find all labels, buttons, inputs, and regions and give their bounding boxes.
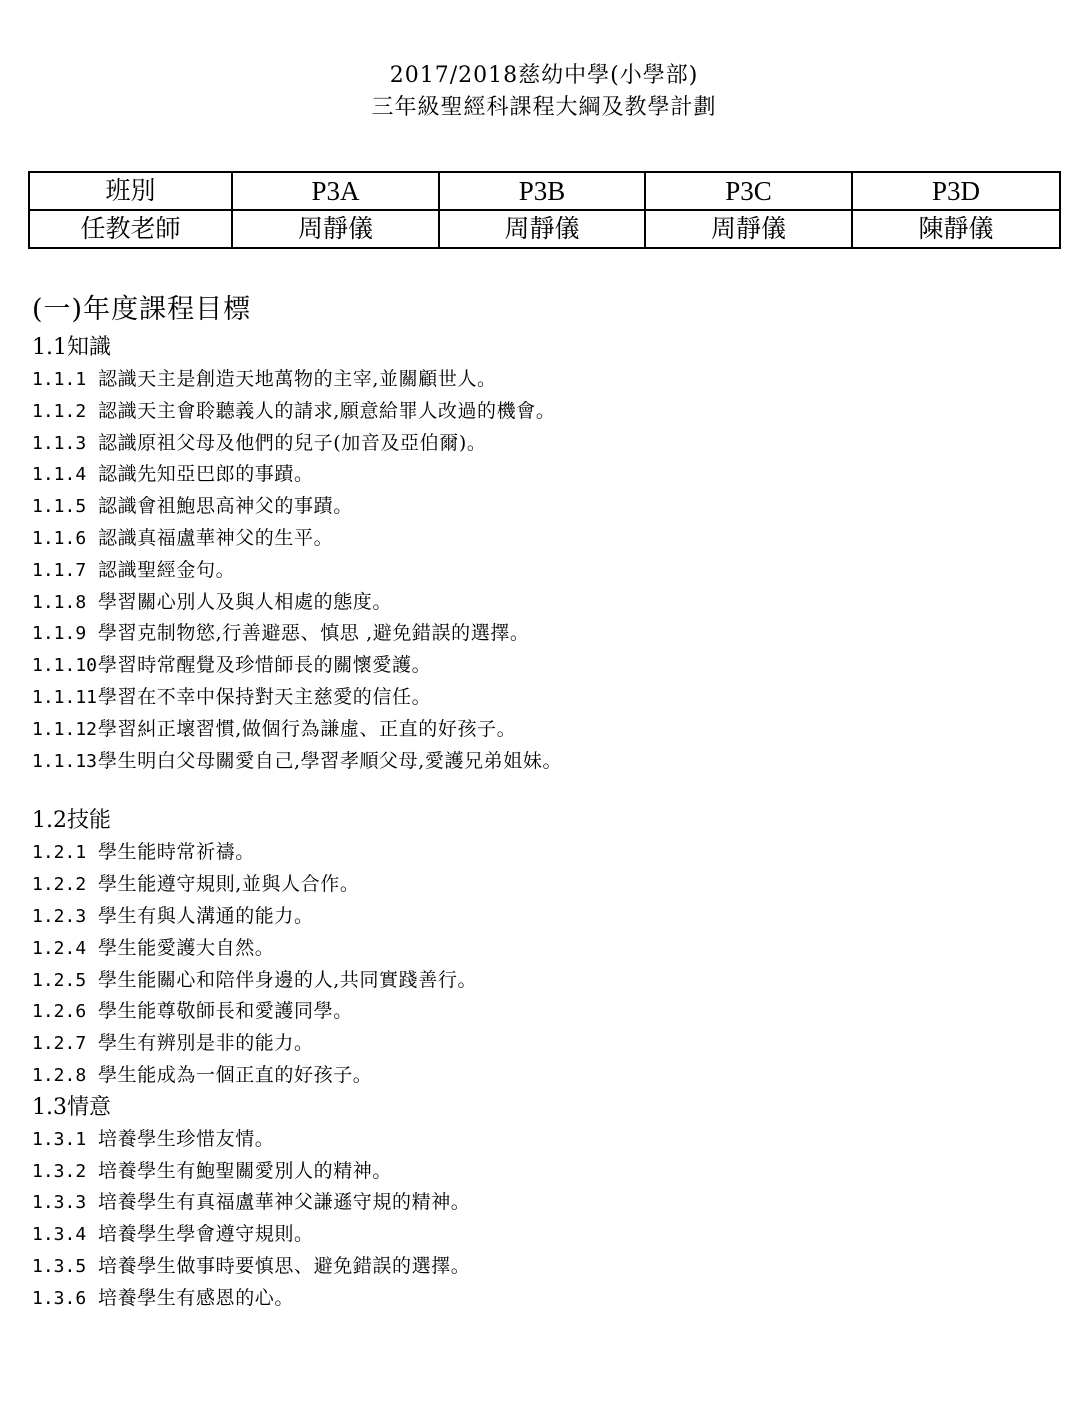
affective-list <box>32 1124 1062 1315</box>
objective-number: 1.2.7 <box>32 1033 87 1055</box>
objective-number: 1.1.12 <box>32 718 98 740</box>
objective-text: 培養學生有真福盧華神父謙遜守規的精神。 <box>98 1191 471 1214</box>
objective-text: 學習糾正壞習慣,做個行為謙虛、正直的好孩子。 <box>98 717 517 740</box>
objective-item <box>32 587 1062 619</box>
objective-number: 1.2.5 <box>32 969 87 991</box>
objective-number: 1.2.3 <box>32 905 87 927</box>
objective-number: 1.1.6 <box>32 527 87 549</box>
objective-text: 學習關心別人及與人相處的態度。 <box>98 590 393 613</box>
objective-number: 1.3.4 <box>32 1224 87 1246</box>
objective-text: 認識真福盧華神父的生平。 <box>98 526 334 549</box>
objective-item <box>32 1219 1062 1251</box>
objective-number: 1.1.13 <box>32 750 98 772</box>
objective-number: 1.3.3 <box>32 1192 87 1214</box>
class-cell: P3B <box>439 172 645 210</box>
objective-item <box>32 459 1062 491</box>
objective-item <box>32 396 1062 428</box>
objective-item <box>32 650 1062 682</box>
objective-text: 學生能愛護大自然。 <box>98 936 275 959</box>
objective-item <box>32 1187 1062 1219</box>
objective-text: 培養學生有鮑聖關愛別人的精神。 <box>98 1159 393 1182</box>
objective-number: 1.1.5 <box>32 496 87 518</box>
objective-item <box>32 1060 1062 1092</box>
objective-number: 1.1.10 <box>32 655 98 677</box>
objective-text: 認識天主會聆聽義人的請求,願意給罪人改過的機會。 <box>98 399 556 422</box>
objective-text: 培養學生有感恩的心。 <box>98 1286 295 1309</box>
objective-text: 培養學生珍惜友情。 <box>98 1127 275 1150</box>
objective-number: 1.1.9 <box>32 623 87 645</box>
teacher-cell: 陳靜儀 <box>852 210 1060 248</box>
objective-item <box>32 682 1062 714</box>
objective-text: 學生能尊敬師長和愛護同學。 <box>98 1000 353 1023</box>
objective-text: 認識天主是創造天地萬物的主宰,並關顧世人。 <box>98 368 497 390</box>
objective-number: 1.2.4 <box>32 937 87 959</box>
objective-number: 1.1.2 <box>32 400 87 422</box>
objective-number: 1.1.3 <box>32 432 87 454</box>
objective-item <box>32 714 1062 746</box>
objective-item <box>32 1251 1062 1283</box>
teacher-row-label: 任教老師 <box>29 210 232 248</box>
objective-text: 學習在不幸中保持對天主慈愛的信任。 <box>98 685 432 708</box>
objective-text: 學生有與人溝通的能力。 <box>98 904 314 927</box>
objective-text: 認識先知亞巴郎的事蹟。 <box>98 463 314 486</box>
objective-text: 學生能遵守規則,並與人合作。 <box>98 873 360 896</box>
spacer <box>32 777 1062 805</box>
course-objectives <box>32 288 1062 1315</box>
objective-text: 學生明白父母關愛自己,學習孝順父母,愛護兄弟姐妹。 <box>98 749 563 772</box>
objective-number: 1.1.1 <box>32 369 87 390</box>
class-row <box>29 172 1060 210</box>
teacher-cell: 周靜儀 <box>232 210 439 248</box>
objective-text: 認識會祖鮑思高神父的事蹟。 <box>98 495 353 518</box>
objective-item <box>32 746 1062 778</box>
objective-number: 1.1.11 <box>32 686 98 708</box>
class-cell: P3C <box>645 172 852 210</box>
objective-item <box>32 618 1062 650</box>
objective-item <box>32 428 1062 460</box>
objective-text: 學生有辨別是非的能力。 <box>98 1032 314 1055</box>
objective-number: 1.3.5 <box>32 1255 87 1277</box>
objective-item <box>32 364 1062 396</box>
skills-list <box>32 837 1062 1091</box>
objective-item <box>32 901 1062 933</box>
objective-number: 1.3.1 <box>32 1128 87 1150</box>
knowledge-heading: 1.1知識 <box>32 335 111 360</box>
syllabus-title: 三年級聖經科課程大綱及教學計劃 <box>371 95 717 120</box>
objective-item <box>32 1124 1062 1156</box>
class-teacher-table <box>28 171 1061 249</box>
objective-item <box>32 869 1062 901</box>
objective-item <box>32 996 1062 1028</box>
objective-number: 1.1.7 <box>32 559 87 581</box>
objective-number: 1.1.4 <box>32 464 87 486</box>
objective-number: 1.1.8 <box>32 591 87 613</box>
objective-text: 培養學生學會遵守規則。 <box>98 1223 314 1246</box>
objective-text: 學習克制物慾,行善避惡、慎思 ,避免錯誤的選擇。 <box>98 622 530 645</box>
objective-item <box>32 965 1062 997</box>
school-year-title: 2017/2018慈幼中學(小學部) <box>389 63 699 88</box>
teacher-row <box>29 210 1060 248</box>
objective-number: 1.2.1 <box>32 842 87 864</box>
objective-text: 學習時常醒覺及珍惜師長的關懷愛護。 <box>98 654 432 677</box>
section-heading: (一)年度課程目標 <box>32 294 252 325</box>
class-cell: P3D <box>852 172 1060 210</box>
objective-item <box>32 555 1062 587</box>
objective-item <box>32 523 1062 555</box>
objective-item <box>32 837 1062 869</box>
objective-number: 1.2.2 <box>32 874 87 896</box>
document-title-block <box>0 60 1088 124</box>
objective-text: 學生能時常祈禱。 <box>98 841 255 864</box>
objective-number: 1.3.6 <box>32 1287 87 1309</box>
skills-heading: 1.2技能 <box>32 808 111 834</box>
class-row-label: 班別 <box>29 172 232 210</box>
objective-item <box>32 1028 1062 1060</box>
objective-item <box>32 491 1062 523</box>
affective-heading: 1.3情意 <box>32 1094 111 1120</box>
objective-text: 學生能成為一個正直的好孩子。 <box>98 1063 373 1086</box>
objective-text: 認識原祖父母及他們的兒子(加音及亞伯爾)。 <box>98 431 487 454</box>
class-cell: P3A <box>232 172 439 210</box>
objective-item <box>32 1156 1062 1188</box>
knowledge-list <box>32 364 1062 777</box>
teacher-cell: 周靜儀 <box>439 210 645 248</box>
objective-text: 培養學生做事時要慎思、避免錯誤的選擇。 <box>98 1254 471 1277</box>
objective-item <box>32 1283 1062 1315</box>
objective-item <box>32 933 1062 965</box>
objective-text: 學生能關心和陪伴身邊的人,共同實踐善行。 <box>98 968 478 991</box>
objective-text: 認識聖經金句。 <box>98 558 236 581</box>
objective-number: 1.2.6 <box>32 1001 87 1023</box>
objective-number: 1.3.2 <box>32 1160 87 1182</box>
objective-number: 1.2.8 <box>32 1064 87 1086</box>
teacher-cell: 周靜儀 <box>645 210 852 248</box>
